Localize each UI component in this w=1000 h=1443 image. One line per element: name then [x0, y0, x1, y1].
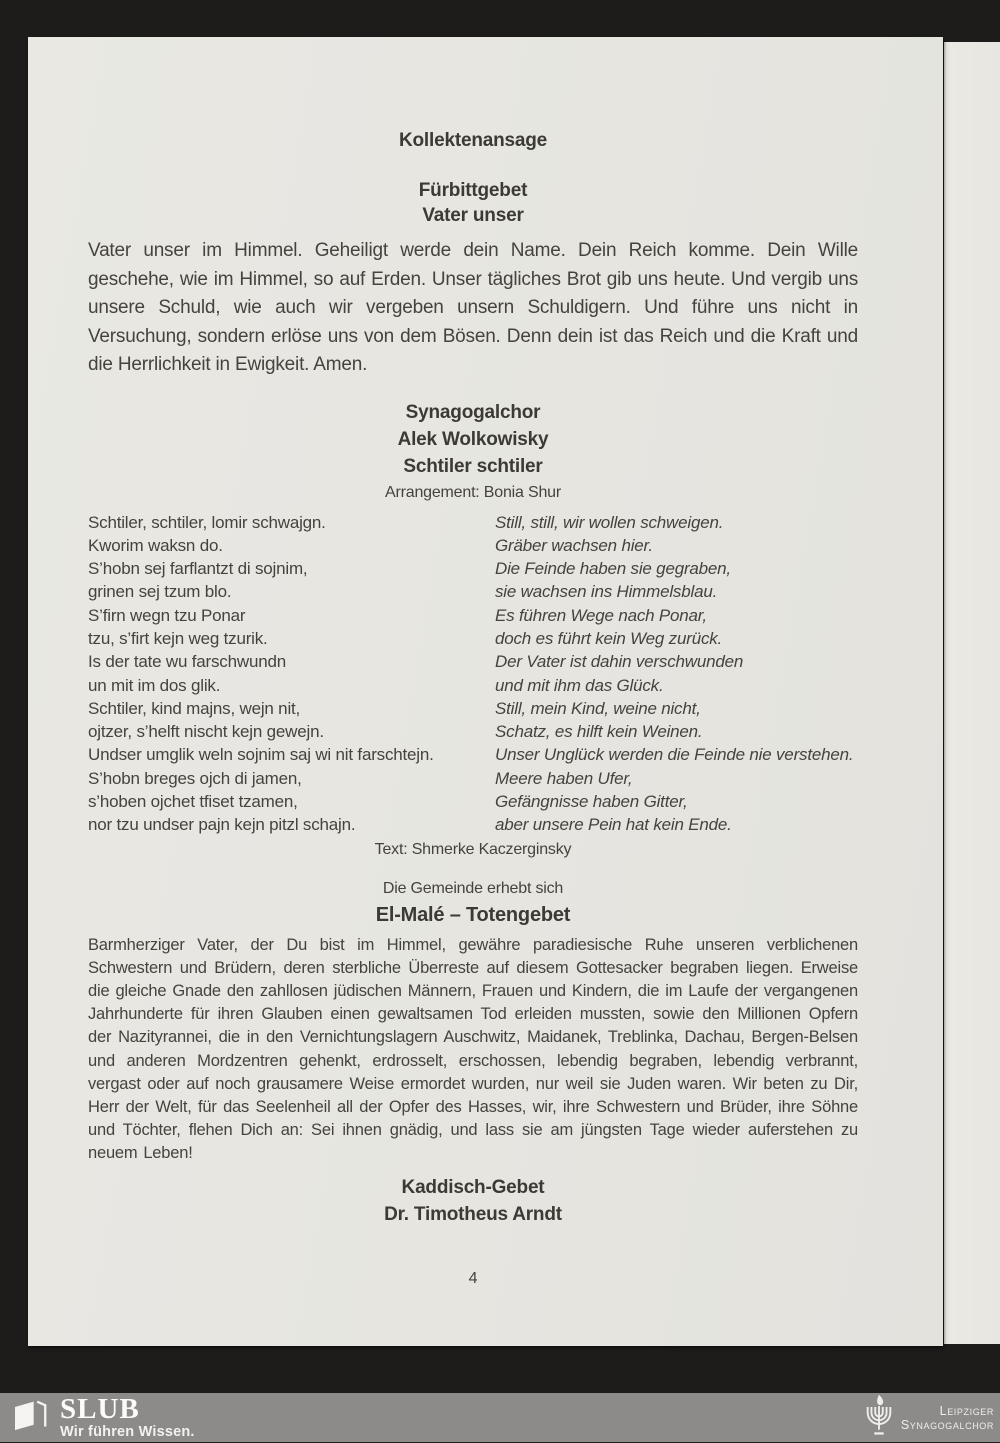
- poem-line-yiddish: un mit im dos glik.: [88, 675, 221, 695]
- chor-composer: Alek Wolkowisky: [397, 428, 549, 450]
- kaddisch-title: Kaddisch-Gebet: [401, 1176, 545, 1198]
- poem-line-german: Still, mein Kind, weine nicht,: [495, 698, 701, 718]
- poem-row: [88, 674, 858, 697]
- kaddisch-leader: Dr. Timotheus Arndt: [384, 1203, 562, 1225]
- poem-line-yiddish: grinen sej tzum blo.: [88, 582, 232, 602]
- page-number: 4: [468, 1269, 478, 1287]
- vaterunser-title: Vater unser: [422, 205, 524, 226]
- poem-row: [88, 604, 858, 627]
- poem-row: [88, 511, 858, 534]
- poem-line-german: und mit ihm das Glück.: [495, 675, 664, 695]
- elmale-text: Barmherziger Vater, der Du bist im Himmel, gewähre paradiesische Ruhe unseren verblichenen Schwestern und Brüdern, deren sterbliche Überreste auf diesem Gottesacker begraben liegen. Erweise die gleiche Gnade den zahllosen jüdischen Männern, Frauen und Kindern, die im Laufe der vergangenen Jahrhunderte für ihren Glauben einen gewaltsamen Tod erleiden mussten, sowie den Millionen Opfern der Nazityrannei, die in den Vernichtungslagern Auschwitz, Maidanek, Treblinka, Dachau, Bergen-Belsen und anderen Mordzentren gehenkt, erdrosselt, erschossen, lebendig begraben, lebendig verbrannt, vergast oder auf noch grausamere Weise ermordet wurden, nur weil sie Juden waren. Wir beten zu Dir, Herr der Welt, für das Seelenheil all der Opfer des Hasses, wir, ihre Schwestern und Brüder, ihre Söhne und Töchter, flehen Dich an: Sei ihnen gnädig, und lass sie am jüngsten Tage wieder auferstehen zu neuem Leben!: [88, 935, 858, 1163]
- poem-line-german: Die Feinde haben sie gegraben,: [495, 559, 731, 579]
- slub-wordmark: [60, 1392, 195, 1440]
- poem-line-yiddish: Kworim waksn do.: [88, 535, 223, 555]
- poem-line-yiddish: Is der tate wu farschwundn: [88, 652, 286, 672]
- poem-line-yiddish: Undser umglik weln sojnim saj wi nit farschtejn.: [88, 745, 434, 765]
- poem-row: [88, 627, 858, 650]
- poem-row: [88, 720, 858, 743]
- poem-line-yiddish: Schtiler, schtiler, lomir schwajgn.: [88, 512, 326, 532]
- poem-line-german: Gräber wachsen hier.: [495, 535, 653, 555]
- poem-line-yiddish: s’hoben ojchet tfiset tzamen,: [88, 792, 298, 812]
- slub-name: SLUB: [60, 1392, 140, 1425]
- poem-row: [88, 534, 858, 557]
- poem-row: [88, 790, 858, 813]
- poem-line-yiddish: ojtzer, s’helft nischt kejn gewejn.: [88, 722, 324, 742]
- footer-bar: [0, 1393, 1000, 1442]
- poem-line-german: Meere haben Ufer,: [495, 768, 633, 788]
- poem-line-german: sie wachsen ins Himmelsblau.: [495, 582, 718, 602]
- synagogalchor-line2: Synagogalchor: [900, 1417, 994, 1432]
- poem-row: [88, 650, 858, 673]
- poem-row: [88, 697, 858, 720]
- poem-line-german: Still, still, wir wollen schweigen.: [495, 512, 724, 532]
- elmale-title: El-Malé – Totengebet: [375, 903, 571, 926]
- poem-line-german: Der Vater ist dahin verschwunden: [495, 652, 744, 672]
- poem-row: [88, 743, 858, 766]
- poem-row: [88, 557, 858, 580]
- poem-line-german: doch es führt kein Weg zurück.: [495, 628, 723, 648]
- synagogalchor-line1: Leipziger: [939, 1403, 994, 1418]
- slub-slogan: Wir führen Wissen.: [60, 1423, 195, 1440]
- page-content: [88, 37, 858, 1290]
- poem-schtiler: [88, 511, 858, 837]
- poem-line-yiddish: tzu, s’firt kejn weg tzurik.: [88, 628, 268, 648]
- open-book-icon: [13, 1399, 49, 1436]
- poem-line-german: aber unsere Pein hat kein Ende.: [495, 815, 732, 835]
- fuerbitt-title: Fürbittgebet: [418, 180, 528, 201]
- slub-logo: [13, 1392, 195, 1440]
- chor-arrangement: Arrangement: Bonia Shur: [385, 483, 561, 501]
- next-page-edge: [944, 42, 1000, 1344]
- poem-row: [88, 580, 858, 603]
- chor-heading-block: [88, 399, 858, 480]
- poem-line-german: Schatz, es hilft kein Weinen.: [495, 722, 703, 742]
- booklet-page: [28, 37, 943, 1346]
- synagogalchor-wordmark: [901, 1404, 994, 1432]
- rubric-congregation-rises: Die Gemeinde erhebt sich: [382, 879, 564, 897]
- poem-line-german: Gefängnisse haben Gitter,: [495, 792, 688, 812]
- poem-line-yiddish: Schtiler, kind majns, wejn nit,: [88, 698, 301, 718]
- chor-piece: Schtiler schtiler: [403, 455, 543, 477]
- poem-line-yiddish: S’firn wegn tzu Ponar: [88, 605, 246, 625]
- poem-row: [88, 813, 858, 836]
- poem-line-german: Es führen Wege nach Ponar,: [495, 605, 707, 625]
- kaddisch-heading-block: [88, 1174, 858, 1228]
- synagogalchor-logo: [862, 1393, 994, 1443]
- poem-line-german: Unser Unglück werden die Feinde nie verstehen.: [495, 745, 854, 765]
- chor-title: Synagogalchor: [405, 401, 541, 423]
- vaterunser-text: Vater unser im Himmel. Geheiligt werde dein Name. Dein Reich komme. Dein Wille geschehe, wie im Himmel, so auf Erden. Unser tägliches Brot gib uns heute. Und vergib uns unsere Schuld, wie auch wir vergeben unsern Schuldigern. Und führe uns nicht in Versuchung, sondern erlöse uns von dem Bösen. Denn dein ist das Reich und die Kraft und die Herrlichkeit in Ewigkeit. Amen.: [88, 240, 858, 375]
- menorah-icon: [862, 1393, 896, 1443]
- kollekte-title: Kollektenansage: [399, 130, 547, 151]
- poem-line-yiddish: S’hobn breges ojch di jamen,: [88, 768, 302, 788]
- poem-line-yiddish: nor tzu undser pajn kejn pitzl schajn.: [88, 815, 356, 835]
- poem-credit: Text: Shmerke Kaczerginsky: [374, 840, 572, 858]
- poem-line-yiddish: S’hobn sej farflantzt di sojnim,: [88, 559, 308, 579]
- poem-row: [88, 767, 858, 790]
